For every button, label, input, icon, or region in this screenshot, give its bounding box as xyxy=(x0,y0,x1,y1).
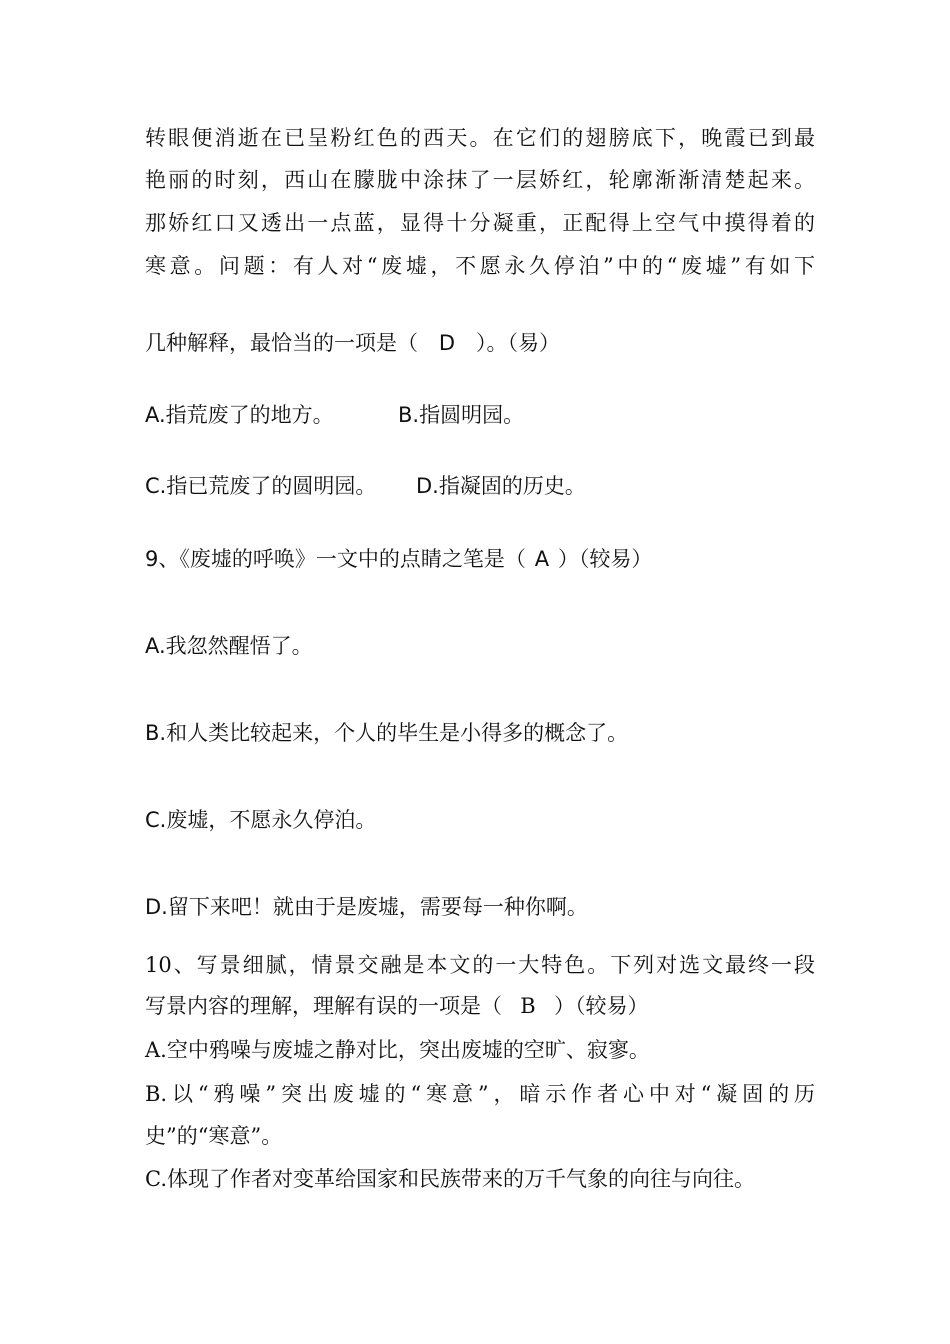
q9-option-b: B.和人类比较起来，个人的毕生是小得多的概念了。 xyxy=(145,721,629,745)
q8-option-d: D.指凝固的历史。 xyxy=(416,474,586,498)
passage-line: 艳丽的时刻，西山在朦胧中涂抹了一层娇红，轮廓渐渐清楚起来。 xyxy=(145,168,815,192)
q10-option-b-continued: 史”的“寒意”。 xyxy=(145,1124,283,1148)
q10-option-a: A.空中鸦噪与废墟之静对比，突出废墟的空旷、寂寥。 xyxy=(145,1038,650,1062)
q9-option-a: A.我忽然醒悟了。 xyxy=(145,634,313,658)
q9-option-d: D.留下来吧！就由于是废墟，需要每一种你啊。 xyxy=(145,895,588,919)
q9-option-c: C.废墟，不愿永久停泊。 xyxy=(145,808,377,832)
q8-stem: 几种解释，最恰当的一项是（ D ）。（易） xyxy=(145,331,560,355)
q10-option-b: B.以“鸦噪”突出废墟的“寒意”，暗示作者心中对“凝固的历 xyxy=(145,1082,815,1106)
q8-answer: D xyxy=(438,331,456,355)
passage-line: 那娇红口又透出一点蓝，显得十分凝重，正配得上空气中摸得着的 xyxy=(145,211,815,235)
q10-option-c: C.体现了作者对变革给国家和民族带来的万千气象的向往与向往。 xyxy=(145,1167,755,1191)
passage-line: 转眼便消逝在已呈粉红色的西天。在它们的翅膀底下，晚霞已到最 xyxy=(145,126,815,150)
passage-line: 寒意。问题：有人对“废墟，不愿永久停泊”中的“废墟”有如下 xyxy=(145,254,815,278)
q9-answer: A xyxy=(534,547,550,571)
q10-answer: B xyxy=(520,994,536,1018)
q9-stem: 9、《废墟的呼唤》一文中的点睛之笔是（ A ）（较易） xyxy=(145,547,653,571)
q8-option-b: B.指圆明园。 xyxy=(398,403,525,427)
q8-option-c: C.指已荒废了的圆明园。 xyxy=(145,474,377,498)
q10-stem-line: 写景内容的理解，理解有误的一项是（ B ）（较易） xyxy=(145,994,649,1018)
q10-stem-line: 10、写景细腻，情景交融是本文的一大特色。下列对选文最终一段 xyxy=(145,953,815,977)
q8-option-a: A.指荒废了的地方。 xyxy=(145,403,334,427)
